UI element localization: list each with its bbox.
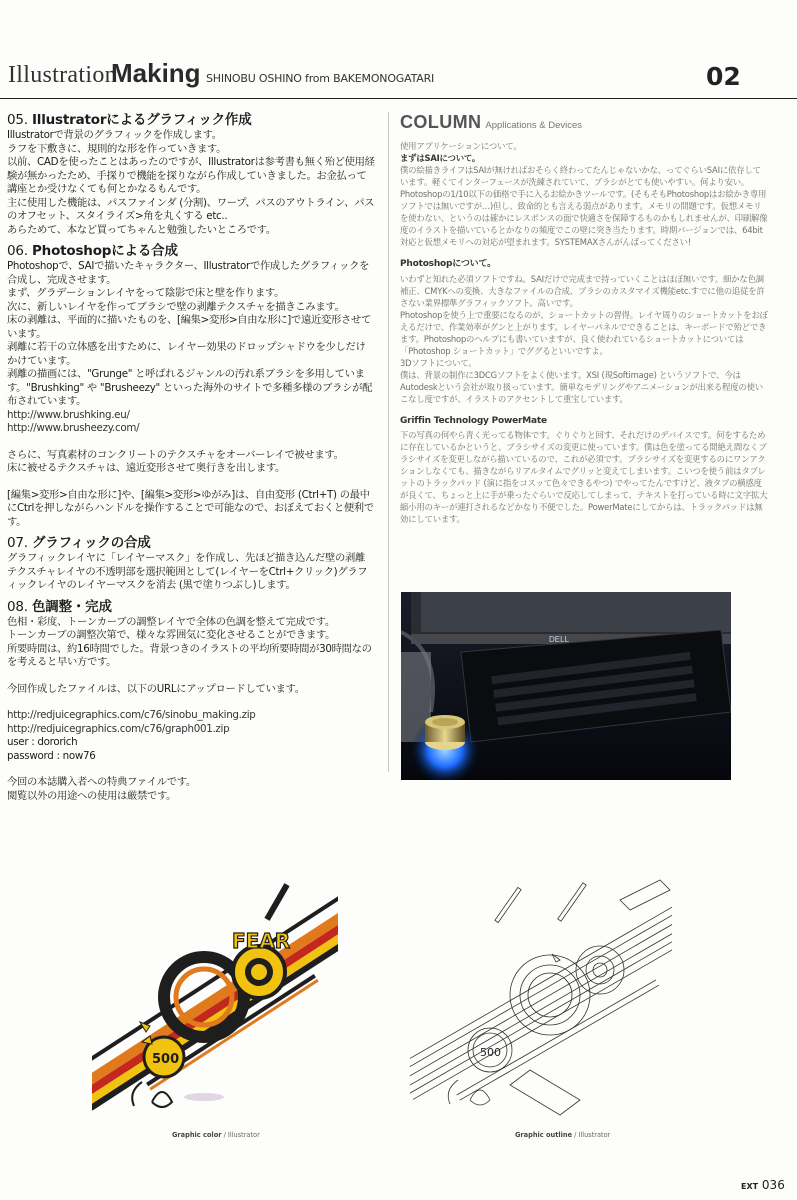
badge-500-outline: 500 [480, 1046, 501, 1059]
paragraph: いわずと知れた必須ソフトですね。SAIだけで完成まで持っていくことはほぼ無いです。細かな色調補正、CMYKへの変換、大きなファイルの合成、ブラシのカスタマイズ機能etc.すでに他の追従を許さない業界標準グラフィックソフト。高いです。 [400, 274, 765, 308]
left-column [7, 112, 375, 809]
badge-500-color: 500 [152, 1052, 180, 1067]
photoshop-heading: Photoshopについて。 [400, 259, 496, 269]
section-06-number: 06. [7, 243, 32, 259]
spacer [7, 696, 375, 709]
section-07-title: グラフィックの合成 [31, 535, 151, 551]
credential-password: password : now76 [7, 749, 96, 762]
monitor-brand: DELL [549, 635, 570, 644]
section-07-number: 07. [7, 535, 32, 551]
3d-heading: 3Dソフトについて。 [400, 358, 477, 368]
caption-tool: Illustrator [227, 1131, 260, 1139]
section-07-heading [7, 535, 375, 552]
section-08 [7, 599, 375, 804]
photo-scene [401, 592, 731, 780]
spacer [7, 476, 375, 489]
spacer [7, 436, 375, 449]
caption-title: Graphic color [172, 1131, 222, 1139]
paragraph: まず、グラデーションレイヤをって陰影で床と壁を作ります。 [7, 287, 285, 299]
graphic-color-artwork [92, 872, 338, 1127]
paragraph: トーンカーブの調整次第で、様々な雰囲気に変化させることができます。 [7, 629, 336, 641]
paragraph: 剥離に若干の立体感を出すために、レイヤー効果のドロップシャドウを少しだけかけています。 [7, 341, 366, 367]
paragraph: 以前、CADを使ったことはあったのですが、Illustratorは参考書も無く殆ど使用経験が無かったため、手探りで機能を探りながら作成していきました。お金払って講座とか受けなくても何とかなるもんです。 [7, 156, 375, 195]
paragraph: 僕は、背景の制作に3DCGソフトをよく使います。XSI (現Softimage) というソフトで、今はAutodeskという会社が取り扱っています。簡単なモデリングやアニメーションが出来る程度の使いこなし度ですが、イラストのアクセントして重宝しています。 [400, 370, 763, 404]
fear-text: FEAR [232, 929, 291, 953]
paragraph: 今回の本誌購入者への特典ファイルです。 [7, 776, 196, 788]
header-subtitle: SHINOBU OSHINO from BAKEMONOGATARI [206, 72, 435, 85]
spacer [7, 763, 375, 776]
section-05 [7, 112, 375, 237]
section-05-title: Illustratorによるグラフィック作成 [31, 112, 252, 128]
section-06-heading [7, 243, 375, 260]
paragraph: 僕の絵描きライフはSAIが無ければおそらく終わってたんじゃないかな、ってぐらいSAIに依存しています。軽くてインターフェースが洗練されていて、ブラシがとても使いやすい。何より安い。Photoshopの1/10以下の価格で手に入るお絵かきツールです。(そもそもPhotoshopはお絵かき専用ソフトでは無いですが…)但し、致命的とも言える弱点があります。メモリの問題です。仮想メモリを使わない、というのは確かにレスポンスの面で快適さを保障するものかもしれませんが、印刷解像度のイラストを描いているとかなりの頻度でこの壁に突き当たります。時期バージョンでは、64bit対応と仮想メモリへの対応が望まれます。SYSTEMAXさんがんばってください! [400, 165, 768, 247]
paragraph: 閲覧以外の用途への使用は厳禁です。 [7, 789, 177, 802]
column-subtitle: Applications & Devices [485, 120, 583, 131]
column-heading [400, 112, 768, 132]
brushking-link[interactable]: http://www.brushking.eu/ [7, 408, 130, 421]
paragraph: 次に、新しいレイヤを作ってブラシで壁の剥離テクスチャを描きこみます。 [7, 300, 345, 313]
paragraph: 使用アプリケーションについて。 [400, 141, 522, 151]
footer-page-number [741, 1178, 785, 1192]
header-page-number: 02 [706, 62, 741, 91]
column-box [400, 112, 768, 525]
caption-graphic-outline [515, 1131, 610, 1139]
caption-tool: Illustrator [578, 1131, 611, 1139]
section-08-heading [7, 599, 375, 616]
section-08-title: 色調整・完成 [31, 598, 112, 615]
credential-user: user : dororich [7, 736, 78, 748]
section-07 [7, 535, 375, 593]
paragraph: 主に使用した機能は、パスファインダ (分割)、ワープ、パスのアウトライン、パスのオフセット、スタイライズ>角を丸くする etc.. [7, 196, 375, 222]
section-05-heading [7, 112, 375, 129]
paragraph: 今回作成したファイルは、以下のURLにアップロードしています。 [7, 682, 305, 695]
spacer [7, 670, 375, 683]
download-link-making[interactable]: http://redjuicegraphics.com/c76/sinobu_making.zip [7, 709, 256, 721]
paragraph: あらためて、本など買ってちゃんと勉強したいところです。 [7, 223, 276, 236]
paragraph: さらに、写真素材のコンクリートのテクスチャをオーバーレイで被せます。 [7, 448, 344, 461]
section-08-number: 08. [7, 598, 32, 615]
sai-heading: まずはSAIについて。 [400, 153, 481, 163]
section-06 [7, 243, 375, 529]
paragraph: 所要時間は、約16時間でした。背景つきのイラストの平均所要時間が30時間なのを考えると早い方です。 [7, 642, 372, 668]
paragraph: 色相・彩度、トーンカーブの調整レイヤで全体の色調を整えて完成です。 [7, 615, 335, 628]
paragraph: 剥離の描画には、"Grunge" と呼ばれるジャンルの汚れ系ブラシを多用しています。"Brushking" や "Brusheezy" といった海外のサイトで多種多様のブラシが配布されています。 [7, 368, 373, 407]
paragraph: 床に被せるテクスチャは、遠近変形させて奥行きを出します。 [7, 462, 286, 474]
paragraph: [編集>変形>自由な形に]や、[編集>変形>ゆがみ]は、自由変形 (Ctrl+T) の最中にCtrlを押しながらハンドルを操作することで可能なので、おぼえておくと便利です。 [7, 488, 374, 528]
graphic-outline-svg [410, 870, 672, 1128]
brusheezy-link[interactable]: http://www.brusheezy.com/ [7, 422, 140, 434]
graphic-outline-artwork [410, 870, 672, 1128]
caption-separator: / [221, 1131, 228, 1139]
footer-number: 036 [761, 1178, 785, 1192]
griffin-heading: Griffin Technology PowerMate [400, 416, 547, 426]
section-06-title: Photoshopによる合成 [31, 243, 178, 259]
paragraph: Illustratorで背景のグラフィックを作成します。 [7, 129, 222, 141]
photo-powermate [401, 592, 731, 780]
download-link-graph[interactable]: http://redjuicegraphics.com/c76/graph001.zip [7, 722, 230, 735]
paragraph: Photoshopで、SAIで描いたキャラクター、Illustratorで作成したグラフィックを合成し、完成させます。 [7, 260, 370, 286]
footer-prefix: EXT [741, 1182, 759, 1191]
header-title: Illustration [8, 62, 117, 88]
paragraph: グラフィックレイヤに「レイヤーマスク」を作成し、先ほど描き込んだ壁の剥離テクスチャレイヤの不透明部を選択範囲として(レイヤーをCtrl+クリック)グラフィックレイヤのレイヤーマスクを消去 (黒で塗りつぶし)します。 [7, 552, 368, 591]
header-rule [0, 98, 797, 99]
paragraph: 床の剥離は、平面的に描いたものを、[編集>変形>自由な形に]で遠近変形させています。 [7, 314, 371, 340]
caption-separator: / [572, 1131, 579, 1139]
column-title: COLUMN [400, 112, 482, 132]
paragraph: Photoshopを使う上で重要になるのが、ショートカットの習得。レイヤ周りのショートカットをおぼえるだけで、作業効率がグンと上がります。レイヤーパネルでできることは、キーボードで殆どできます。Photoshopのヘルプにも書いていますが、良く使われているショートカットについては「Photoshop ショートカット」でググるといいですよ。 [400, 310, 768, 356]
graphic-color-svg [92, 872, 338, 1127]
caption-graphic-color [172, 1131, 260, 1139]
caption-title: Graphic outline [515, 1131, 573, 1139]
header-title-making: Making [111, 58, 201, 88]
column-divider [388, 112, 389, 772]
paragraph: ラフを下敷きに、規則的な形を作っていきます。 [7, 142, 227, 155]
paragraph: 下の写真の何やら青く光ってる物体です。ぐりぐりと回す、それだけのデバイスです。何をするために存在しているかというと、ブラシサイズの変更に使っています。僕は色を塗ってる間絶え間なくブラシサイズを変更しながら描いているので、これが必須です。ブラシサイズを変更するのにワンアクションしなくても、描きながらリアルタイムでグリッと変えてしまいます。こいつを使う前はタブレットのトラックパッド (演に指をコスッて色々できるやつ) でやってたんですけど、液タブの横感度が良くて、ちょっと上に手が乗ったぐらいで反応してしまって、テキストを打っている時に文字拡大縮小用のキーが連打されるなどかなり不便でした。PowerMateにしてからは、トラックパッドは無効にしています。 [400, 430, 768, 524]
section-05-number: 05. [7, 112, 32, 128]
